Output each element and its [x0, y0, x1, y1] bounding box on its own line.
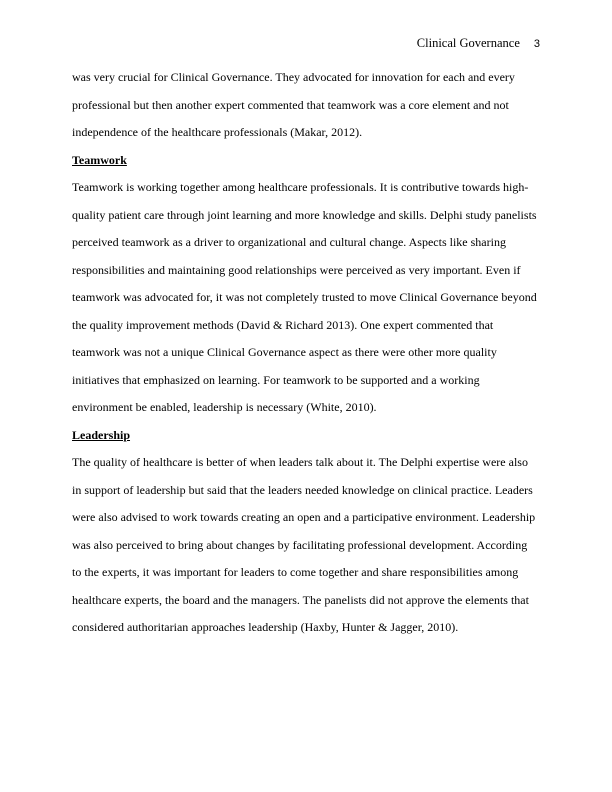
paragraph-line: the quality improvement methods (David & Richard 2013). One expert commented that	[72, 317, 494, 332]
page-number: 3	[533, 38, 540, 50]
paragraph-line: healthcare experts, the board and the managers. The panelists did not approve the elements that	[72, 592, 529, 607]
leadership-heading: Leadership	[72, 427, 131, 442]
paragraph-line: Teamwork is working together among healthcare professionals. It is contributive towards high-	[72, 180, 529, 194]
paragraph-line: in support of leadership but said that the leaders needed knowledge on clinical practice. Leaders	[72, 482, 533, 497]
paragraph-line: initiatives that emphasized on learning. For teamwork to be supported and a working	[72, 372, 480, 387]
paragraph-line: considered authoritarian approaches leadership (Haxby, Hunter & Jagger, 2010).	[72, 620, 459, 634]
paragraph-line: teamwork was advocated for, it was not completely trusted to move Clinical Governance beyond	[72, 290, 537, 304]
intro-paragraph	[72, 64, 542, 147]
paragraph-line: The quality of healthcare is better of when leaders talk about it. The Delphi expertise were also	[72, 455, 528, 469]
paragraph-line: teamwork was not a unique Clinical Governance aspect as there were other more quality	[72, 345, 497, 359]
paragraph-line: to the experts, it was important for leaders to come together and share responsibilities among	[72, 565, 519, 579]
leadership-paragraph	[72, 449, 542, 642]
teamwork-paragraph	[72, 174, 542, 422]
paragraph-line: quality patient care through joint learning and more knowledge and skills. Delphi study panelists	[72, 207, 537, 222]
paragraph-line: professional but then another expert commented that teamwork was a core element and not	[72, 97, 509, 112]
paragraph-line: environment be enabled, leadership is necessary (White, 2010).	[72, 400, 377, 414]
page-header	[417, 36, 540, 51]
paragraph-line: perceived teamwork as a driver to organizational and cultural change. Aspects like sharing	[72, 235, 506, 249]
paragraph-line: were also advised to work towards creating an open and a participative environment. Leadership	[72, 510, 536, 524]
paragraph-line: was very crucial for Clinical Governance. They advocated for innovation for each and every	[72, 70, 515, 84]
paragraph-line: responsibilities and maintaining good relationships were perceived as very important. Even if	[72, 262, 521, 277]
teamwork-heading: Teamwork	[72, 152, 127, 167]
paragraph-line: independence of the healthcare professionals (Makar, 2012).	[72, 125, 363, 139]
document-body	[72, 64, 542, 642]
paragraph-line: was also perceived to bring about changes by facilitating professional development. According	[72, 537, 528, 552]
running-title: Clinical Governance	[416, 36, 520, 50]
